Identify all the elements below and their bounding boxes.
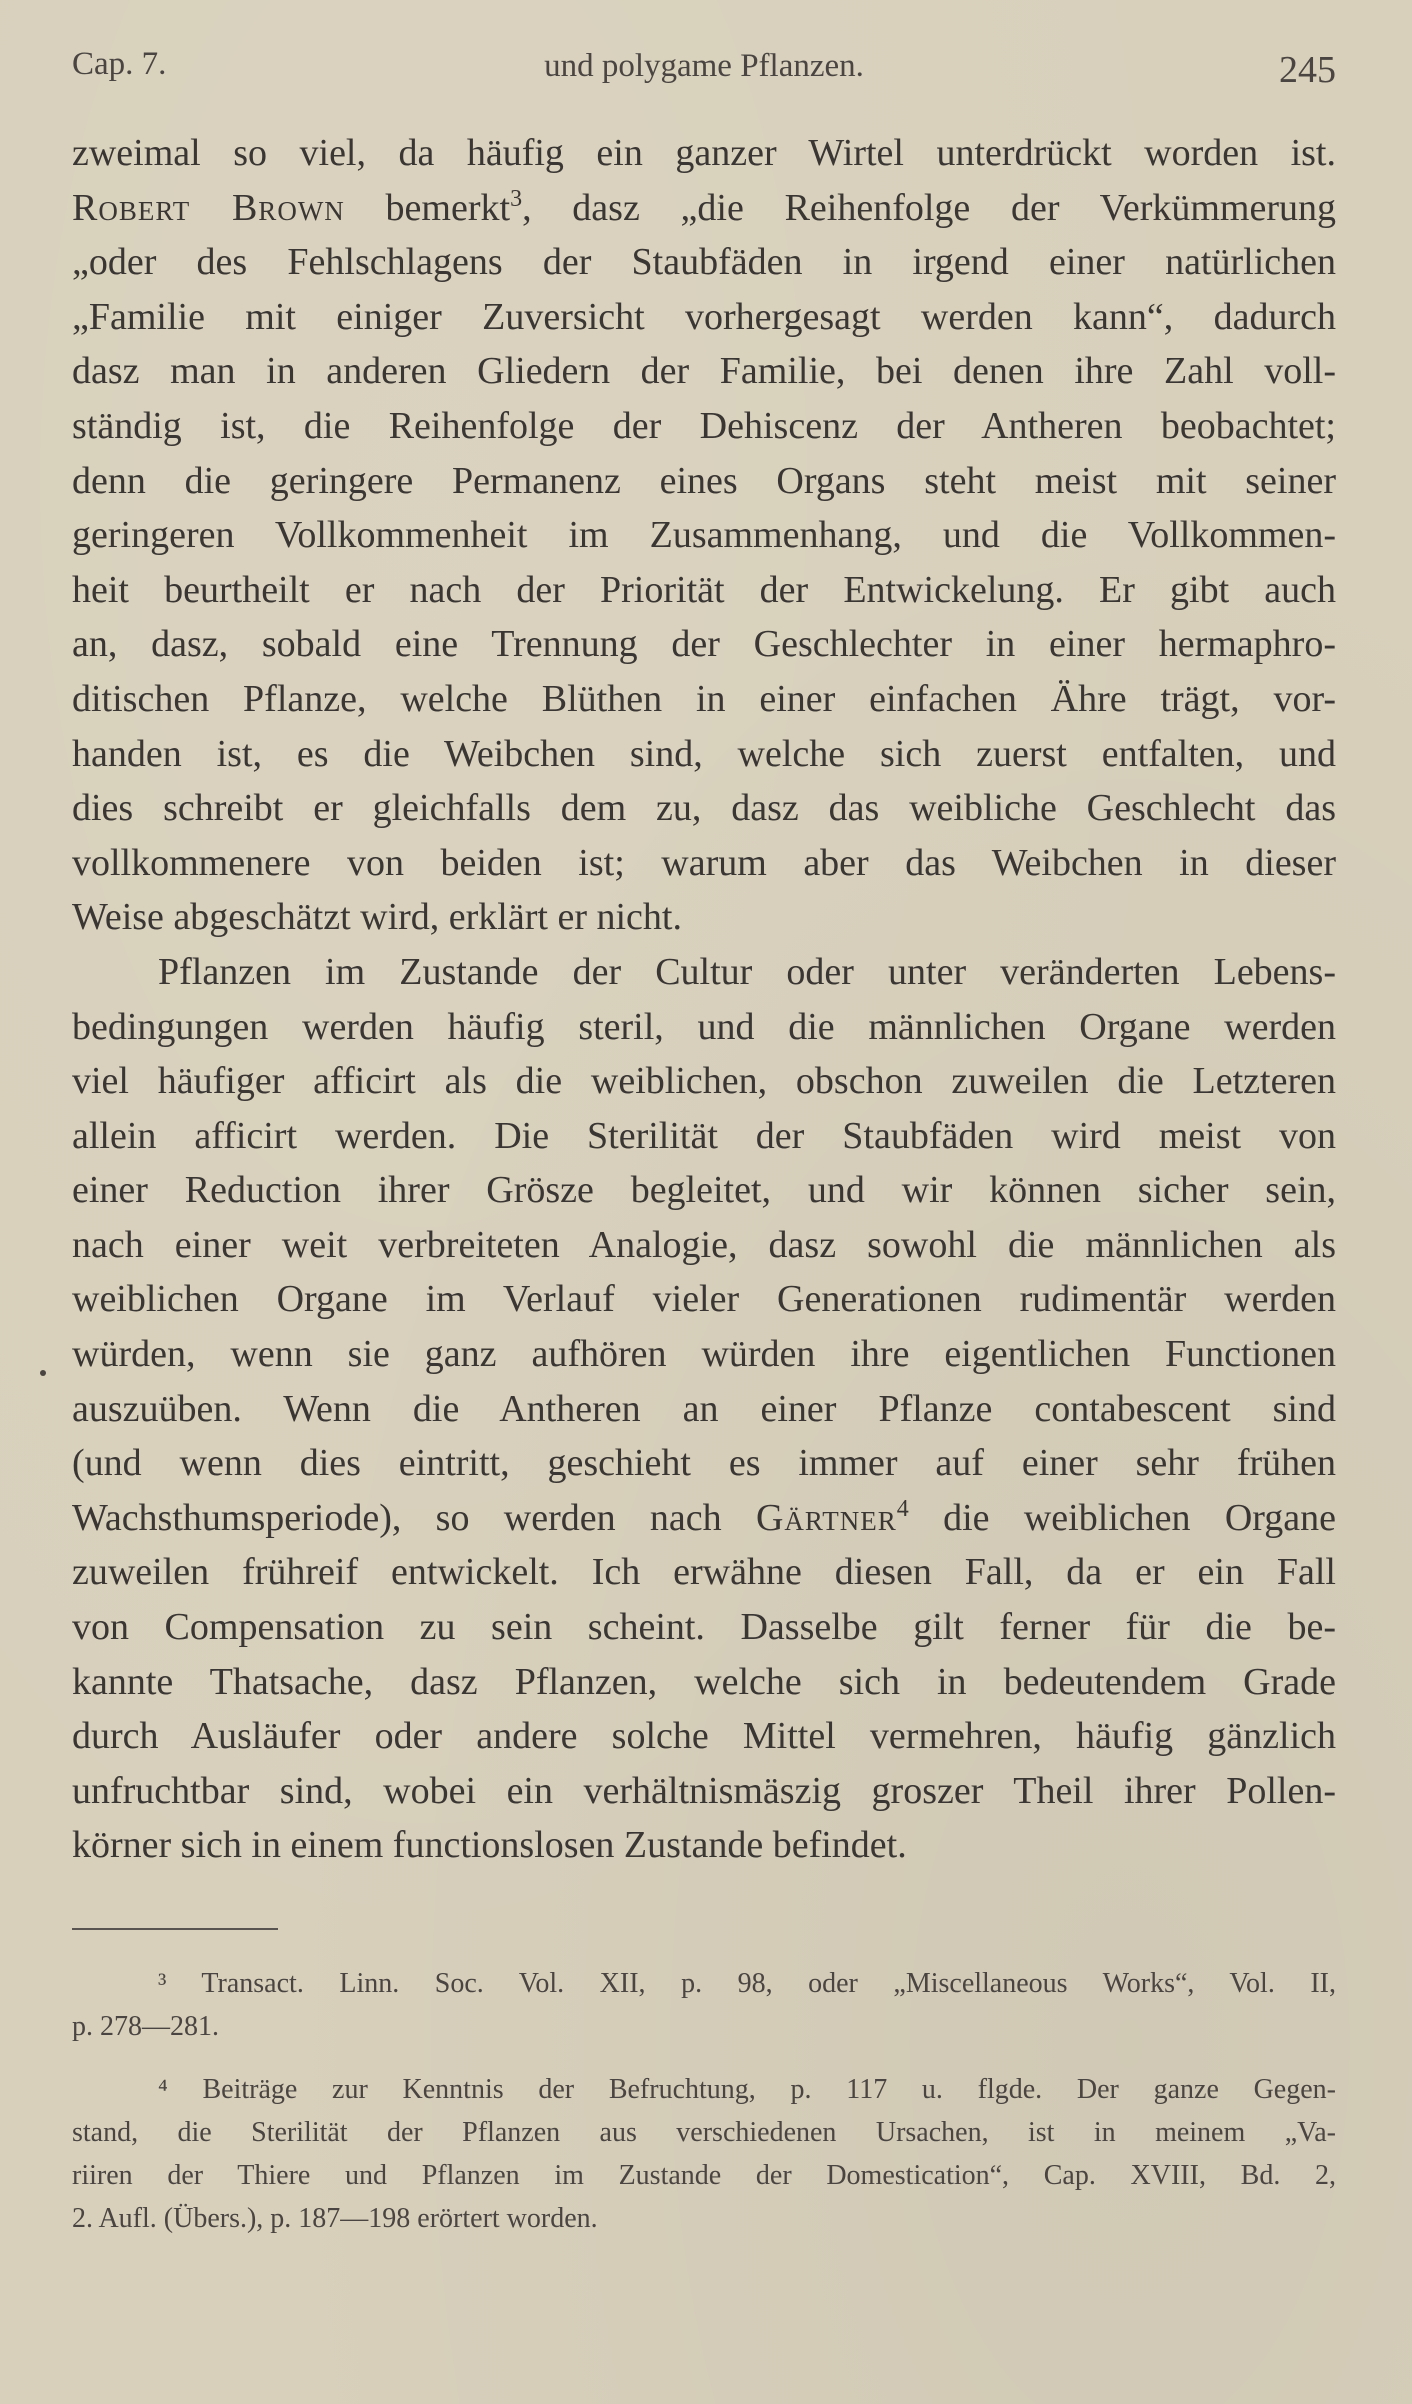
line-text: dies schreibt er gleichfalls dem zu, dasz das weibliche Geschlecht das <box>72 787 1336 830</box>
text-line <box>72 617 1336 672</box>
body-text <box>72 126 1336 1873</box>
footnote-gap <box>72 2048 1336 2068</box>
line-text: körner sich in einem functionslosen Zustande befindet. <box>72 1824 907 1867</box>
line-text: heit beurtheilt er nach der Priorität der Entwickelung. Er gibt auch <box>72 568 1336 611</box>
footnote-line: p. 278—281. <box>72 2011 219 2042</box>
line-text: auszuüben. Wenn die Antheren an einer Pflanze contabescent sind <box>72 1387 1336 1430</box>
text-line <box>72 1382 1336 1437</box>
text-line <box>72 126 1336 181</box>
text-line <box>72 1327 1336 1382</box>
line-text: (und wenn dies eintritt, geschieht es immer auf einer sehr frühen <box>72 1442 1336 1485</box>
line-text: viel häufiger afficirt als die weiblichen, obschon zuweilen die Letzteren <box>72 1060 1336 1103</box>
text-line <box>72 945 1336 1000</box>
line-text: ständig ist, die Reihenfolge der Dehiscenz der Antheren beobachtet; <box>72 404 1336 447</box>
footnote-rule <box>72 1928 278 1930</box>
margin-mark <box>40 1370 46 1376</box>
author-name: Robert Brown <box>72 186 345 229</box>
text-line <box>72 1600 1336 1655</box>
line-text: weiblichen Organe im Verlauf vieler Generationen rudimentär werden <box>72 1278 1336 1321</box>
line-text: würden, wenn sie ganz aufhören würden ihre eigentlichen Functionen <box>72 1333 1336 1376</box>
text-line <box>72 344 1336 399</box>
text-line <box>72 1818 1336 1873</box>
line-text: einer Reduction ihrer Grösze begleitet, und wir können sicher sein, <box>72 1169 1336 1212</box>
line-text: nach einer weit verbreiteten Analogie, dasz sowohl die männlichen als <box>72 1223 1336 1266</box>
footnote-line: ⁴ Beiträge zur Kenntnis der Befruchtung, p. 117 u. flgde. Der ganze Gegen- <box>158 2074 1336 2105</box>
text-line <box>72 781 1336 836</box>
line-text: kannte Thatsache, dasz Pflanzen, welche sich in bedeutendem Grade <box>72 1660 1336 1703</box>
text-line <box>72 1218 1336 1273</box>
line-text: Pflanzen im Zustande der Cultur oder unter veränderten Lebens- <box>158 950 1336 993</box>
text-line <box>72 1491 1336 1546</box>
line-text: Wachsthumsperiode), so werden nach <box>72 1496 756 1539</box>
running-title: und polygame Pflanzen. <box>544 48 864 84</box>
text-line <box>72 1000 1336 1055</box>
text-line <box>72 836 1336 891</box>
footnotes <box>72 1962 1336 2240</box>
line-text: an, dasz, sobald eine Trennung der Geschlechter in einer hermaphro- <box>72 623 1336 666</box>
line-text: bedingungen werden häufig steril, und die männlichen Organe werden <box>72 1005 1336 1048</box>
text-line <box>72 399 1336 454</box>
footnote-line: riiren der Thiere und Pflanzen im Zustande der Domestication“, Cap. XVIII, Bd. 2, <box>72 2160 1336 2191</box>
line-text: , dasz „die Reihenfolge der Verkümmerung <box>522 186 1336 229</box>
line-text: „oder des Fehlschlagens der Staubfäden in irgend einer natürlichen <box>72 241 1336 284</box>
text-line <box>72 508 1336 563</box>
text-line <box>72 181 1336 236</box>
footnote-line: 2. Aufl. (Übers.), p. 187—198 erörtert worden. <box>72 2203 598 2234</box>
text-line <box>72 1054 1336 1109</box>
text-line <box>72 890 1336 945</box>
chapter-label: Cap. 7. <box>72 46 167 82</box>
footnote-line: ³ Transact. Linn. Soc. Vol. XII, p. 98, oder „Miscellaneous Works“, Vol. II, <box>158 1968 1336 1999</box>
line-text: geringeren Vollkommenheit im Zusammenhang, und die Vollkommen- <box>72 514 1336 557</box>
line-text: zuweilen frühreif entwickelt. Ich erwähne diesen Fall, da er ein Fall <box>72 1551 1336 1594</box>
line-text: ditischen Pflanze, welche Blüthen in einer einfachen Ähre trägt, vor- <box>72 677 1336 720</box>
line-text: von Compensation zu sein scheint. Dasselbe gilt ferner für die be- <box>72 1606 1336 1649</box>
text-line <box>72 1272 1336 1327</box>
text-line <box>72 454 1336 509</box>
line-text: handen ist, es die Weibchen sind, welche sich zuerst entfalten, und <box>72 732 1336 775</box>
footnote-ref: 4 <box>896 1495 909 1522</box>
line-text: die weiblichen Organe <box>908 1496 1336 1539</box>
text-line <box>72 1764 1336 1819</box>
text-line <box>72 1545 1336 1600</box>
text-line <box>72 1436 1336 1491</box>
text-line <box>72 727 1336 782</box>
author-name: Gärtner <box>755 1496 897 1539</box>
line-text: durch Ausläufer oder andere solche Mittel vermehren, häufig gänzlich <box>72 1715 1336 1758</box>
text-line <box>72 563 1336 618</box>
line-text: „Familie mit einiger Zuversicht vorhergesagt werden kann“, dadurch <box>72 295 1336 338</box>
text-line <box>72 1109 1336 1164</box>
running-header <box>72 38 1336 94</box>
line-text: Weise abgeschätzt wird, erklärt er nicht. <box>72 896 682 939</box>
line-text: unfruchtbar sind, wobei ein verhältnismäszig groszer Theil ihrer Pollen- <box>72 1769 1336 1812</box>
text-line <box>72 235 1336 290</box>
page-number: 245 <box>1279 49 1336 91</box>
text-line <box>72 1709 1336 1764</box>
line-text: vollkommenere von beiden ist; warum aber das Weibchen in dieser <box>72 841 1336 884</box>
line-text: dasz man in anderen Gliedern der Familie, bei denen ihre Zahl voll- <box>72 350 1336 393</box>
text-line <box>72 1163 1336 1218</box>
line-text: bemerkt <box>344 186 511 229</box>
line-text: zweimal so viel, da häufig ein ganzer Wirtel unterdrückt worden ist. <box>72 132 1336 174</box>
line-text: denn die geringere Permanenz eines Organs steht meist mit seiner <box>72 459 1336 502</box>
footnote-ref: 3 <box>510 185 523 212</box>
text-line <box>72 1655 1336 1710</box>
footnote-line: stand, die Sterilität der Pflanzen aus verschiedenen Ursachen, ist in meinem „Va- <box>72 2117 1336 2148</box>
text-line <box>72 290 1336 345</box>
text-line <box>72 672 1336 727</box>
line-text: allein afficirt werden. Die Sterilität der Staubfäden wird meist von <box>72 1114 1336 1157</box>
